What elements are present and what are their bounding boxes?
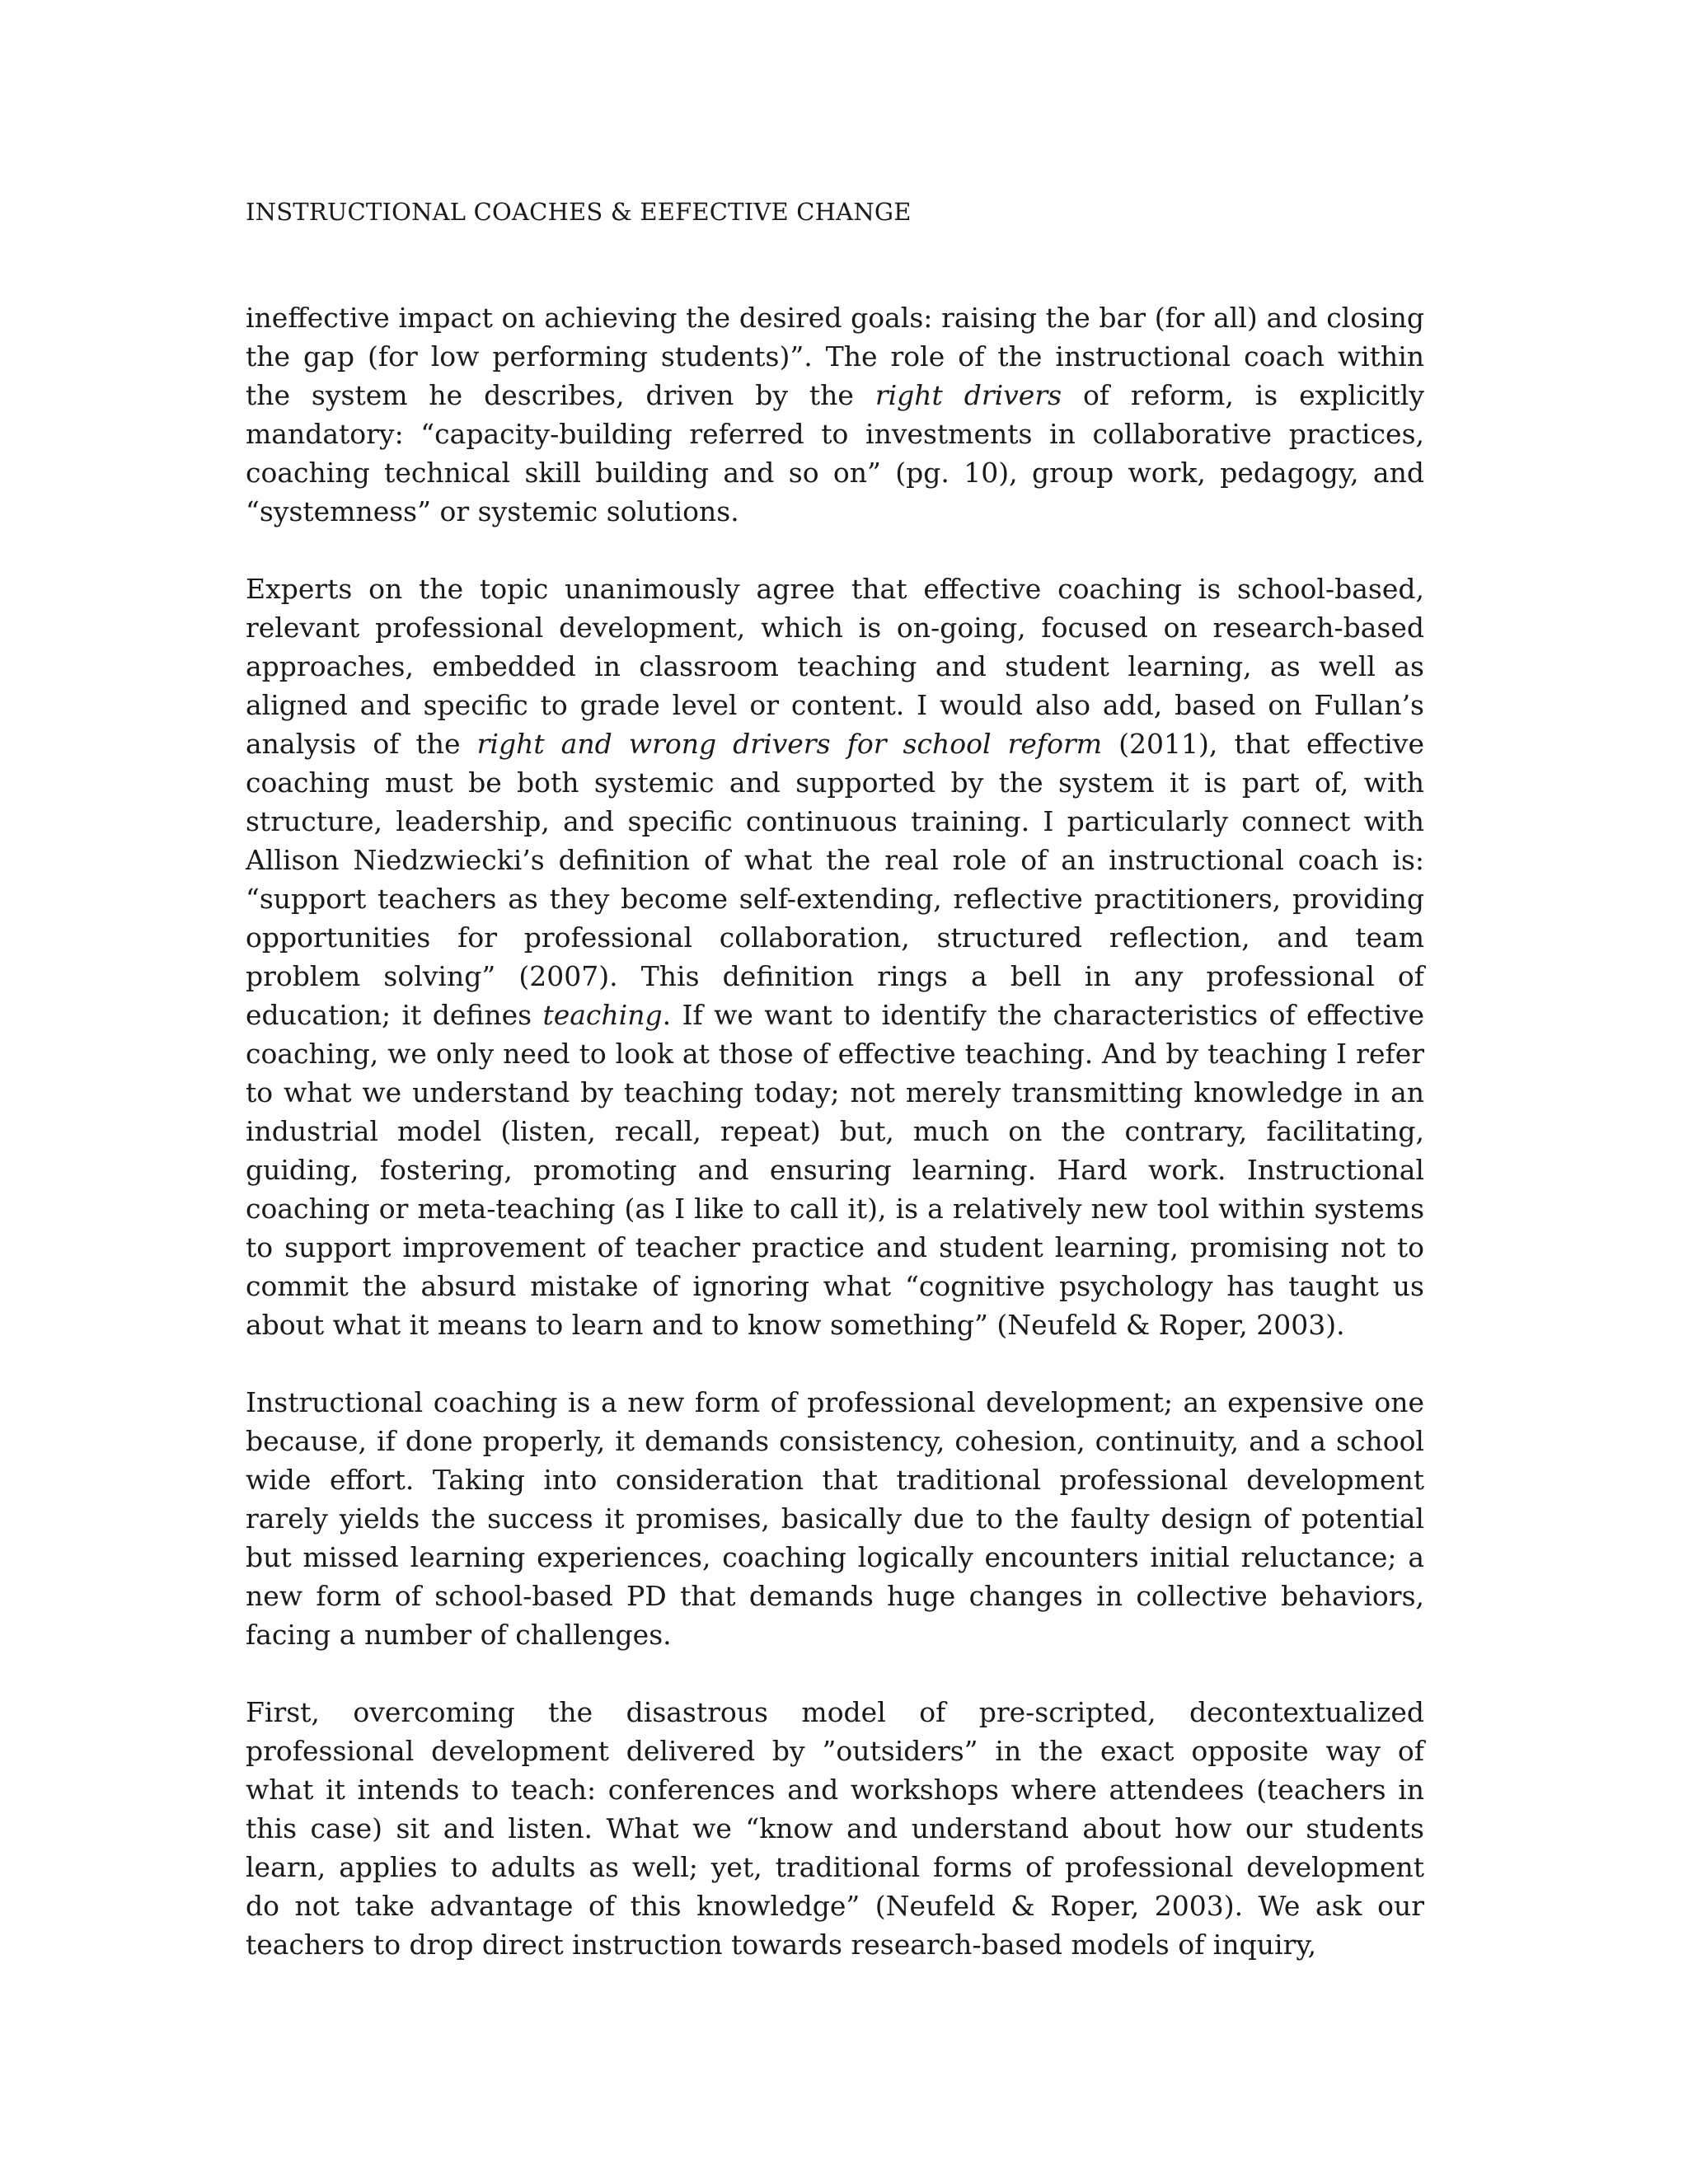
text-line: guiding, fostering, promoting and ensuring learning. Hard work. Instructional [246,1154,1424,1186]
text-line: analysis of the right and wrong drivers for school reform (2011), that effective [246,728,1424,760]
text-line: learn, applies to adults as well; yet, traditional forms of professional development [246,1851,1424,1883]
text-line: do not take advantage of this knowledge” (Neufeld & Roper, 2003). We ask our [246,1890,1424,1922]
text-line: aligned and specific to grade level or content. I would also add, based on Fullan’s [246,689,1424,721]
paragraph [246,569,1424,1344]
italic-phrase: teaching [542,999,663,1031]
text-line: because, if done properly, it demands consistency, cohesion, continuity, and a school [246,1425,1424,1457]
running-header: INSTRUCTIONAL COACHES & EEFECTIVE CHANGE [246,198,912,226]
text-line: “systemness” or systemic solutions. [246,495,739,527]
text-line: wide effort. Taking into consideration that traditional professional development [246,1464,1424,1496]
text-line: problem solving” (2007). This definition rings a bell in any professional of [246,960,1424,992]
text-line: rarely yields the success it promises, basically due to the faulty design of potential [246,1502,1424,1535]
text-line: Instructional coaching is a new form of professional development; an expensive one [246,1386,1424,1418]
italic-phrase: right drivers [874,379,1062,411]
text-line: the system he describes, driven by the right drivers of reform, is explicitly [246,379,1424,411]
text-line: “support teachers as they become self-extending, reflective practitioners, providing [246,883,1424,915]
text-line: new form of school-based PD that demands huge changes in collective behaviors, [246,1580,1424,1612]
body-text [246,298,1424,1964]
text-line: teachers to drop direct instruction towards research-based models of inquiry, [246,1929,1317,1961]
text-line: this case) sit and listen. What we “know and understand about how our students [246,1812,1424,1844]
text-line: to what we understand by teaching today; not merely transmitting knowledge in an [246,1076,1424,1108]
italic-phrase: right and wrong drivers for school reform [476,728,1103,760]
text-line: ineffective impact on achieving the desired goals: raising the bar (for all) and closing [246,302,1424,334]
text-line: coaching, we only need to look at those of effective teaching. And by teaching I refer [246,1038,1424,1070]
text-line: to support improvement of teacher practice and student learning, promising not to [246,1231,1424,1263]
text-line: coaching or meta-teaching (as I like to call it), is a relatively new tool within systems [246,1193,1424,1225]
paragraph [246,298,1424,531]
text-line: opportunities for professional collaboration, structured reflection, and team [246,921,1424,954]
text-line: facing a number of challenges. [246,1619,672,1651]
text-line: mandatory: “capacity-building referred to investments in collaborative practices, [246,418,1424,450]
paragraph [246,1693,1424,1964]
text-line: Allison Niedzwiecki’s definition of what the real role of an instructional coach is: [246,844,1424,876]
text-line: industrial model (listen, recall, repeat) but, much on the contrary, facilitating, [246,1115,1424,1147]
text-line: approaches, embedded in classroom teaching and student learning, as well as [246,650,1424,682]
text-line: coaching technical skill building and so on” (pg. 10), group work, pedagogy, and [246,457,1424,489]
text-line: education; it defines teaching. If we want to identify the characteristics of effective [246,999,1424,1031]
text-line: what it intends to teach: conferences and workshops where attendees (teachers in [246,1774,1424,1806]
text-line: Experts on the topic unanimously agree that effective coaching is school-based, [246,573,1424,605]
text-line: commit the absurd mistake of ignoring what “cognitive psychology has taught us [246,1270,1424,1302]
text-line: about what it means to learn and to know something” (Neufeld & Roper, 2003). [246,1309,1345,1341]
text-line: the gap (for low performing students)”. The role of the instructional coach within [246,340,1424,373]
text-line: coaching must be both systemic and supported by the system it is part of, with [246,766,1424,799]
text-line: relevant professional development, which is on-going, focused on research-based [246,612,1424,644]
text-line: but missed learning experiences, coaching logically encounters initial reluctance; a [246,1541,1424,1573]
paragraph [246,1383,1424,1654]
text-line: First, overcoming the disastrous model of pre-scripted, decontextualized [246,1696,1424,1728]
text-line: structure, leadership, and specific continuous training. I particularly connect with [246,805,1424,837]
text-line: professional development delivered by ”outsiders” in the exact opposite way of [246,1735,1424,1767]
